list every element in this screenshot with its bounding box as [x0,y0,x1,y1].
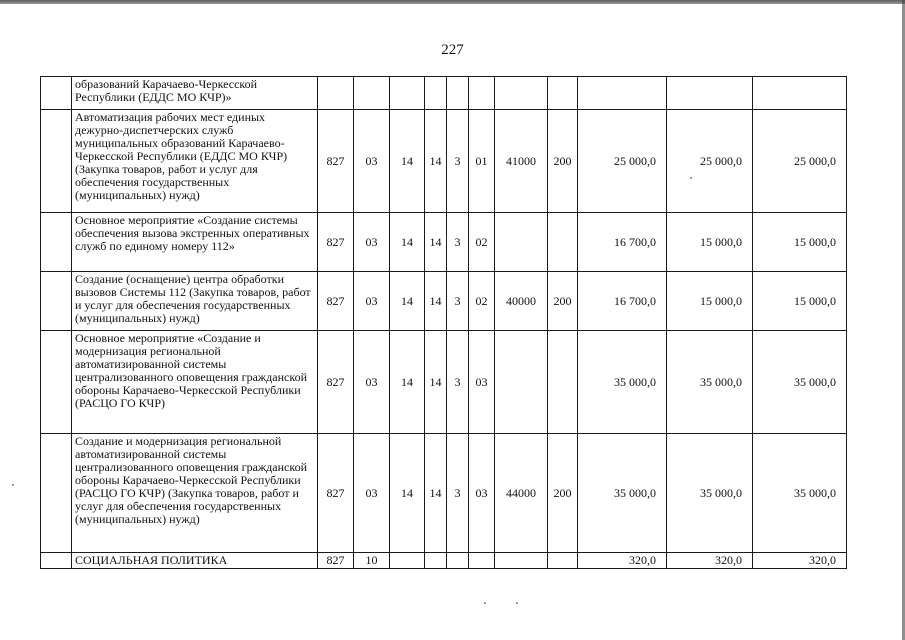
code-cell: 827 [318,110,354,213]
amount-year3-cell: 320,0 [753,553,847,569]
row-index-cell [41,110,72,213]
row-index-cell [41,272,72,331]
subprogram-cell: 3 [447,110,469,213]
row-index-cell [41,331,72,434]
row-index-cell [41,77,72,110]
table-row [41,553,847,569]
table-row [41,331,847,434]
direction-cell: 41000 [495,110,548,213]
amount-year3-cell: 35 000,0 [753,434,847,553]
amount-year3-cell: 15 000,0 [753,272,847,331]
subsection-cell [390,553,425,569]
scan-speck [690,177,692,179]
activity-cell: 01 [469,110,495,213]
amount-year1-cell: 35 000,0 [578,331,667,434]
amount-year1-cell: 16 700,0 [578,272,667,331]
amount-year3-cell: 25 000,0 [753,110,847,213]
section-cell: 03 [354,331,390,434]
amount-year2-cell: 320,0 [667,553,753,569]
item-name-cell: Автоматизация рабочих мест единых дежурно-диспетчерских служб муниципальных образований Карачаево-Черкесской Республики (ЕДДС МО КЧР) (Закупка товаров, работ и услуг для обеспечения государственных (муниципальных) нужд) [72,110,318,213]
activity-cell: 02 [469,272,495,331]
direction-cell [495,331,548,434]
item-name-cell: Создание (оснащение) центра обработки вызовов Системы 112 (Закупка товаров, работ и услуг для обеспечения государственных (муниципальных) нужд) [72,272,318,331]
program-cell [425,553,447,569]
amount-year2-cell: 15 000,0 [667,213,753,272]
subsection-cell: 14 [390,213,425,272]
expense-type-cell [548,77,578,110]
table-row [41,272,847,331]
code-cell: 827 [318,331,354,434]
row-index-cell [41,213,72,272]
program-cell: 14 [425,272,447,331]
table-row [41,77,847,110]
section-cell: 03 [354,110,390,213]
expense-type-cell [548,213,578,272]
subprogram-cell: 3 [447,213,469,272]
program-cell: 14 [425,331,447,434]
amount-year1-cell: 320,0 [578,553,667,569]
code-cell: 827 [318,434,354,553]
table-row [41,213,847,272]
amount-year3-cell [753,77,847,110]
subprogram-cell [447,553,469,569]
subprogram-cell: 3 [447,331,469,434]
subsection-cell: 14 [390,434,425,553]
activity-cell [469,77,495,110]
activity-cell: 03 [469,331,495,434]
amount-year2-cell: 35 000,0 [667,331,753,434]
row-index-cell [41,553,72,569]
section-cell: 03 [354,434,390,553]
direction-cell: 40000 [495,272,548,331]
program-cell [425,77,447,110]
subsection-cell: 14 [390,110,425,213]
item-name-cell: образований Карачаево-Черкесской Республики (ЕДДС МО КЧР)» [72,77,318,110]
page-number: 227 [441,42,464,58]
scan-speck [484,602,486,604]
table-row [41,110,847,213]
code-cell: 827 [318,272,354,331]
code-cell [318,77,354,110]
expense-type-cell: 200 [548,272,578,331]
amount-year2-cell [667,77,753,110]
amount-year3-cell: 15 000,0 [753,213,847,272]
scan-top-edge [0,0,905,4]
subsection-cell: 14 [390,331,425,434]
activity-cell [469,553,495,569]
expense-type-cell: 200 [548,434,578,553]
amount-year2-cell: 25 000,0 [667,110,753,213]
subsection-cell [390,77,425,110]
amount-year1-cell: 25 000,0 [578,110,667,213]
item-name-cell: Основное мероприятие «Создание и модернизация региональной автоматизированной системы централизованного оповещения гражданской обороны Карачаево-Черкесской Республики (РАСЦО ГО КЧР) [72,331,318,434]
subprogram-cell: 3 [447,272,469,331]
item-name-cell: Основное мероприятие «Создание системы обеспечения вызова экстренных оперативных служб по единому номеру 112» [72,213,318,272]
direction-cell [495,213,548,272]
section-cell: 03 [354,213,390,272]
expense-type-cell: 200 [548,110,578,213]
subprogram-cell [447,77,469,110]
activity-cell: 02 [469,213,495,272]
row-index-cell [41,434,72,553]
direction-cell [495,553,548,569]
expense-type-cell [548,331,578,434]
activity-cell: 03 [469,434,495,553]
item-name-cell: Создание и модернизация региональной автоматизированной системы централизованного оповещения гражданской обороны Карачаево-Черкесской Республики (РАСЦО ГО КЧР) (Закупка товаров, работ и услуг для обеспечения государственных (муниципальных) нужд) [72,434,318,553]
scan-speck [516,602,518,604]
section-cell [354,77,390,110]
amount-year2-cell: 15 000,0 [667,272,753,331]
subprogram-cell: 3 [447,434,469,553]
table-row [41,434,847,553]
direction-cell: 44000 [495,434,548,553]
direction-cell [495,77,548,110]
scan-speck [12,484,14,486]
code-cell: 827 [318,553,354,569]
amount-year1-cell [578,77,667,110]
amount-year1-cell: 16 700,0 [578,213,667,272]
program-cell: 14 [425,434,447,553]
budget-table [40,76,847,569]
amount-year2-cell: 35 000,0 [667,434,753,553]
amount-year1-cell: 35 000,0 [578,434,667,553]
amount-year3-cell: 35 000,0 [753,331,847,434]
section-cell: 10 [354,553,390,569]
section-cell: 03 [354,272,390,331]
code-cell: 827 [318,213,354,272]
expense-type-cell [548,553,578,569]
item-name-cell: СОЦИАЛЬНАЯ ПОЛИТИКА [72,553,318,569]
program-cell: 14 [425,110,447,213]
program-cell: 14 [425,213,447,272]
subsection-cell: 14 [390,272,425,331]
